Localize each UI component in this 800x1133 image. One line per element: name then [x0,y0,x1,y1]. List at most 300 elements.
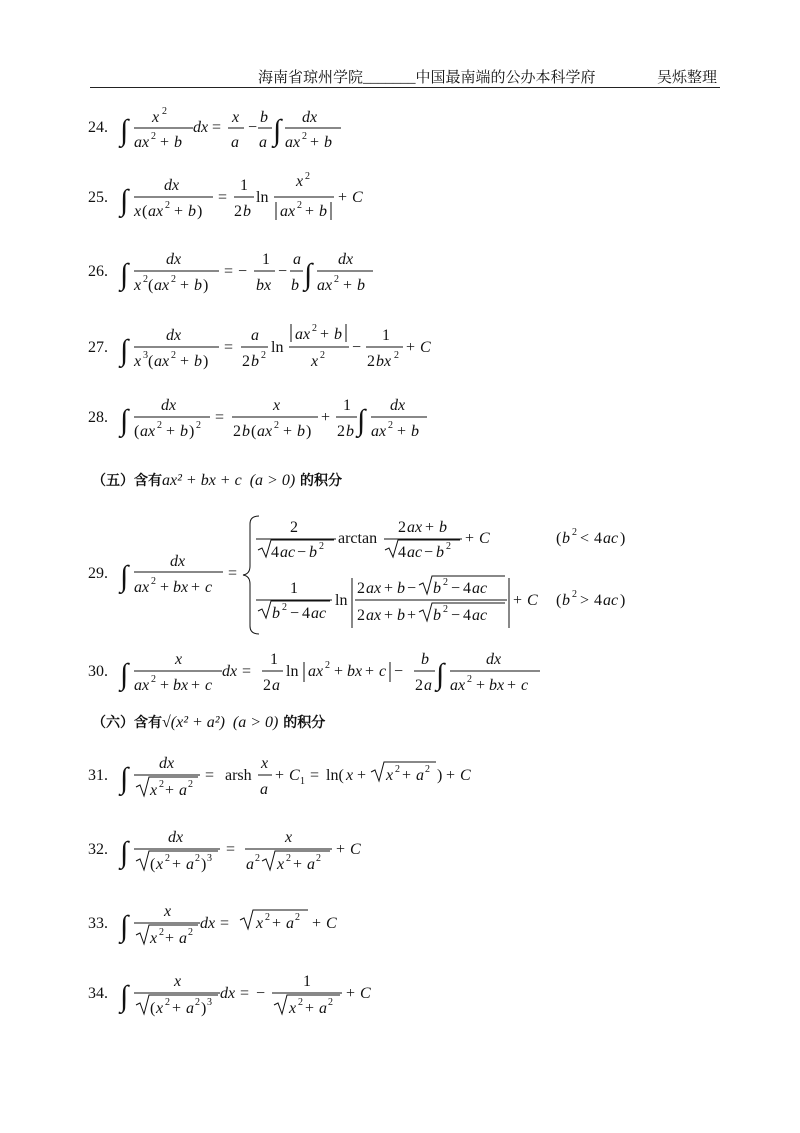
svg-text:b: b [242,423,250,440]
svg-text:1: 1 [270,651,278,668]
svg-text:−: − [290,605,300,622]
svg-text:x: x [273,397,281,414]
section-prefix: （六）含有 [92,715,162,731]
svg-text:dx: dx [166,327,182,344]
formula-number: 27. [88,339,108,356]
svg-text:b: b [357,277,365,294]
formula-number: 32. [88,841,108,858]
svg-text:b: b [272,605,280,622]
svg-text:+: + [343,277,353,294]
svg-text:2: 2 [255,853,260,864]
svg-text:ac: ac [603,592,619,609]
svg-text:x: x [175,651,183,668]
svg-text:a: a [179,782,187,799]
svg-text:a: a [186,1000,194,1017]
svg-text:+: + [513,592,523,609]
svg-text:2: 2 [151,674,156,685]
svg-text:x: x [164,903,172,920]
svg-text:b: b [243,203,251,220]
svg-text:=: = [224,263,234,280]
formula-28 [0,392,800,452]
svg-text:ax: ax [450,677,466,694]
svg-text:2: 2 [263,677,271,694]
svg-text:∫: ∫ [273,114,282,147]
svg-text:2: 2 [312,323,317,334]
formula-25 [0,172,800,232]
svg-text:a: a [307,856,315,873]
svg-text:2: 2 [195,997,200,1008]
header-school: 海南省琼州学院_______中国最南端的公办本科学府 [258,70,596,86]
svg-text:x: x [134,203,142,220]
formula-number: 31. [88,767,108,784]
svg-text:+: + [165,782,175,799]
svg-text:=: = [226,841,236,858]
svg-text:bx: bx [256,277,272,294]
svg-text:∫: ∫ [436,658,445,691]
svg-text:+: + [174,203,184,220]
svg-text:ax: ax [280,203,296,220]
svg-text:dx: dx [161,397,177,414]
svg-text:b: b [309,544,317,561]
svg-text:a: a [251,327,259,344]
svg-text:+: + [180,353,190,370]
svg-text:b: b [251,353,259,370]
svg-text:b: b [319,203,327,220]
svg-text:2: 2 [572,527,577,538]
svg-text:+: + [191,677,201,694]
formula-number: 28. [88,409,108,426]
svg-text:2: 2 [196,420,201,431]
svg-text:1: 1 [382,327,390,344]
section-suffix: 的积分 [283,715,326,731]
svg-text:dx: dx [200,915,216,932]
svg-text:arsh: arsh [225,767,252,784]
svg-text:): ) [203,353,209,370]
svg-text:ax: ax [154,353,170,370]
svg-text:b: b [291,277,299,294]
svg-text:3: 3 [207,997,212,1008]
svg-text:2: 2 [337,423,345,440]
svg-text:4: 4 [594,530,602,547]
svg-text:=: = [215,409,225,426]
svg-text:2: 2 [357,580,365,597]
svg-text:−: − [297,544,307,561]
svg-text:3: 3 [143,350,148,361]
svg-text:∫: ∫ [120,114,129,147]
svg-text:>: > [580,592,590,609]
svg-text:2: 2 [446,541,451,552]
svg-text:2: 2 [261,350,266,361]
svg-text:bx: bx [376,353,392,370]
svg-text:x: x [256,915,264,932]
svg-text:ac: ac [311,605,327,622]
svg-text:(: ( [142,203,148,220]
svg-text:2: 2 [443,604,448,615]
svg-text:x: x [311,353,319,370]
svg-text:arctan: arctan [338,530,378,547]
svg-text:+: + [180,277,190,294]
svg-text:+: + [338,189,348,206]
svg-text:C: C [360,985,371,1002]
svg-text:2: 2 [395,764,400,775]
svg-text:∫: ∫ [120,910,129,943]
svg-text:∫: ∫ [120,184,129,217]
svg-text:bx: bx [173,579,189,596]
svg-text:dx: dx [170,553,186,570]
svg-text:2: 2 [325,660,330,671]
svg-text:): ) [201,1000,207,1017]
svg-text:b: b [433,580,441,597]
svg-text:ax: ax [308,663,324,680]
svg-text:2: 2 [320,350,325,361]
svg-text:=: = [242,663,252,680]
svg-text:+: + [272,915,282,932]
svg-text:C: C [420,339,431,356]
svg-text:dx: dx [168,829,184,846]
svg-text:x: x [386,767,394,784]
svg-text:ac: ac [407,544,423,561]
section-title-six [92,712,325,732]
formula-number: 25. [88,189,108,206]
svg-text:4: 4 [398,544,406,561]
svg-text:a: a [293,251,301,268]
svg-text:2: 2 [242,353,250,370]
svg-text:2: 2 [162,106,167,117]
svg-text:b: b [397,580,405,597]
svg-text:+: + [275,767,285,784]
formula-number: 34. [88,985,108,1002]
svg-text:2: 2 [334,274,339,285]
svg-text:ax: ax [366,607,382,624]
svg-text:2: 2 [151,131,156,142]
svg-text:2: 2 [367,353,375,370]
svg-text:C: C [352,189,363,206]
svg-text:x: x [134,353,142,370]
svg-text:b: b [439,519,447,536]
svg-text:dx: dx [166,251,182,268]
svg-text:=: = [205,767,215,784]
svg-text:+: + [397,423,407,440]
svg-text:bx: bx [489,677,505,694]
svg-text:ax: ax [317,277,333,294]
svg-text:a: a [416,767,424,784]
header-rule [90,87,720,88]
formula-33 [0,896,800,956]
svg-text:2: 2 [302,131,307,142]
svg-text:b: b [562,530,570,547]
svg-text:a: a [424,677,432,694]
formula-number: 26. [88,263,108,280]
svg-text:x: x [152,109,160,126]
formula-number: 30. [88,663,108,680]
svg-text:): ) [620,592,626,609]
svg-text:+: + [425,519,435,536]
svg-text:+: + [305,1000,315,1017]
svg-text:): ) [203,277,209,294]
svg-text:ac: ac [280,544,296,561]
svg-text:+: + [384,580,394,597]
svg-text:c: c [205,579,213,596]
svg-text:b: b [397,607,405,624]
section-suffix: 的积分 [300,473,343,489]
svg-text:∫: ∫ [120,980,129,1013]
svg-text:ln: ln [286,663,299,680]
svg-text:x: x [277,856,285,873]
svg-text:a: a [260,781,268,798]
svg-text:2: 2 [157,420,162,431]
svg-text:): ) [306,423,312,440]
formula-32 [0,824,800,884]
svg-text:1: 1 [290,580,298,597]
svg-text:2: 2 [151,576,156,587]
formula-34 [0,966,800,1026]
svg-text:2: 2 [467,674,472,685]
svg-text:+: + [283,423,293,440]
svg-text:+: + [406,339,416,356]
svg-text:a: a [272,677,280,694]
svg-text:2: 2 [274,420,279,431]
svg-text:2: 2 [143,274,148,285]
svg-text:4: 4 [463,607,471,624]
svg-text:ac: ac [472,607,488,624]
svg-text:b: b [346,423,354,440]
svg-text:b: b [194,277,202,294]
formula-24 [0,100,800,160]
svg-text:=: = [240,985,250,1002]
svg-text:+: + [160,579,170,596]
svg-text:+: + [172,1000,182,1017]
svg-text:2: 2 [171,274,176,285]
svg-text:2: 2 [159,927,164,938]
svg-text:2: 2 [165,853,170,864]
svg-text:b: b [194,353,202,370]
svg-text:a: a [179,930,187,947]
svg-text:+: + [346,985,356,1002]
svg-text:1: 1 [343,397,351,414]
svg-text:x: x [174,973,182,990]
svg-text:c: c [205,677,213,694]
svg-text:2: 2 [415,677,423,694]
formula-number: 33. [88,915,108,932]
svg-text:2: 2 [188,927,193,938]
svg-text:ax: ax [148,203,164,220]
svg-text:ac: ac [603,530,619,547]
svg-text:b: b [180,423,188,440]
svg-text:x: x [150,930,158,947]
svg-text:ax: ax [257,423,273,440]
svg-text:2: 2 [233,423,241,440]
svg-text:dx: dx [220,985,236,1002]
svg-text:+: + [165,930,175,947]
svg-text:=: = [228,565,238,582]
svg-text:dx: dx [159,755,175,772]
svg-text:+: + [407,607,417,624]
svg-text:ln: ln [271,339,284,356]
svg-text:+: + [312,915,322,932]
svg-text:+: + [365,663,375,680]
svg-text:2: 2 [165,997,170,1008]
svg-text:2: 2 [328,997,333,1008]
svg-text:2: 2 [234,203,242,220]
svg-text:−: − [407,580,417,597]
svg-text:2: 2 [265,912,270,923]
svg-text:2: 2 [165,200,170,211]
svg-text:2: 2 [305,171,310,182]
svg-text:b: b [411,423,419,440]
svg-text:2: 2 [319,541,324,552]
svg-text:b: b [562,592,570,609]
svg-text:x: x [289,1000,297,1017]
svg-text:(: ( [251,423,257,440]
svg-text:ax: ax [366,580,382,597]
svg-text:b: b [334,326,342,343]
svg-text:C: C [326,915,337,932]
svg-text:2: 2 [388,420,393,431]
svg-text:+: + [172,856,182,873]
section-expression: ax² + bx + c (a > 0) [162,472,296,489]
svg-text:+: + [507,677,517,694]
svg-text:−: − [394,663,404,680]
svg-text:dx: dx [390,397,406,414]
svg-text:C: C [479,530,490,547]
svg-text:dx: dx [222,663,238,680]
svg-text:x: x [150,782,158,799]
svg-text:b: b [433,607,441,624]
svg-text:ac: ac [472,580,488,597]
svg-text:x: x [156,856,164,873]
svg-text:+: + [305,203,315,220]
svg-text:+: + [384,607,394,624]
svg-text:): ) [437,767,443,784]
svg-text:∫: ∫ [120,836,129,869]
svg-text:c: c [521,677,529,694]
svg-text:ln(: ln( [326,767,344,784]
svg-text:a: a [186,856,194,873]
svg-text:b: b [436,544,444,561]
svg-text:2: 2 [394,350,399,361]
svg-text:−: − [451,607,461,624]
svg-text:C: C [527,592,538,609]
svg-text:x: x [232,109,240,126]
svg-text:2: 2 [443,577,448,588]
svg-text:b: b [188,203,196,220]
svg-text:<: < [580,530,590,547]
svg-text:−: − [352,339,362,356]
svg-text:+: + [310,134,320,151]
svg-text:2: 2 [195,853,200,864]
svg-text:4: 4 [302,605,310,622]
svg-text:x: x [346,767,354,784]
svg-text:∫: ∫ [120,762,129,795]
svg-text:b: b [324,134,332,151]
svg-text:a: a [259,134,267,151]
svg-text:): ) [201,856,207,873]
svg-text:x: x [261,755,269,772]
svg-text:(: ( [148,353,154,370]
svg-text:−: − [238,263,248,280]
svg-text:+: + [321,409,331,426]
svg-text:3: 3 [207,853,212,864]
svg-text:): ) [189,423,195,440]
svg-text:x: x [134,277,142,294]
svg-text:−: − [424,544,434,561]
svg-text:ax: ax [134,677,150,694]
svg-text:ax: ax [140,423,156,440]
svg-text:−: − [256,985,266,1002]
svg-text:∫: ∫ [304,258,313,291]
svg-text:ax: ax [407,519,423,536]
svg-text:1: 1 [300,776,305,787]
svg-text:(: ( [150,1000,156,1017]
svg-text:−: − [451,580,461,597]
svg-text:=: = [310,767,320,784]
svg-text:(: ( [556,530,562,547]
page-header [0,0,800,90]
svg-text:bx: bx [173,677,189,694]
svg-text:+: + [320,326,330,343]
formula-26 [0,248,800,308]
svg-text:x: x [156,1000,164,1017]
svg-text:a: a [231,134,239,151]
svg-text:2: 2 [297,200,302,211]
svg-text:C: C [289,767,300,784]
svg-text:+: + [191,579,201,596]
svg-text:ax: ax [371,423,387,440]
svg-text:∫: ∫ [120,258,129,291]
svg-text:2: 2 [425,764,430,775]
svg-text:ax: ax [134,579,150,596]
svg-text:+: + [334,663,344,680]
svg-text:b: b [174,134,182,151]
svg-text:2: 2 [290,519,298,536]
svg-text:C: C [460,767,471,784]
svg-text:c: c [379,663,387,680]
svg-text:1: 1 [262,251,270,268]
svg-text:a: a [319,1000,327,1017]
section-title-five [92,470,342,490]
svg-text:a: a [246,856,254,873]
svg-text:+: + [160,134,170,151]
svg-text:+: + [476,677,486,694]
svg-text:1: 1 [240,177,248,194]
formula-30 [0,646,800,706]
section-prefix: （五）含有 [92,473,162,489]
svg-text:ax: ax [154,277,170,294]
svg-text:2: 2 [286,853,291,864]
svg-text:(: ( [150,856,156,873]
svg-text:ln: ln [335,592,348,609]
svg-text:2: 2 [282,602,287,613]
svg-text:2: 2 [295,912,300,923]
svg-text:2: 2 [159,779,164,790]
svg-text:4: 4 [594,592,602,609]
svg-text:4: 4 [271,544,279,561]
section-expression: √(x² + a²) (a > 0) [162,714,279,731]
svg-text:dx: dx [338,251,354,268]
svg-text:ax: ax [285,134,301,151]
svg-text:dx: dx [193,119,209,136]
svg-text:b: b [260,109,268,126]
svg-text:+: + [465,530,475,547]
svg-text:∫: ∫ [120,404,129,437]
svg-text:2: 2 [357,607,365,624]
svg-text:+: + [402,767,412,784]
svg-text:a: a [286,915,294,932]
formula-29 [0,510,800,640]
svg-text:): ) [197,203,203,220]
svg-text:ln: ln [256,189,269,206]
svg-text:bx: bx [347,663,363,680]
